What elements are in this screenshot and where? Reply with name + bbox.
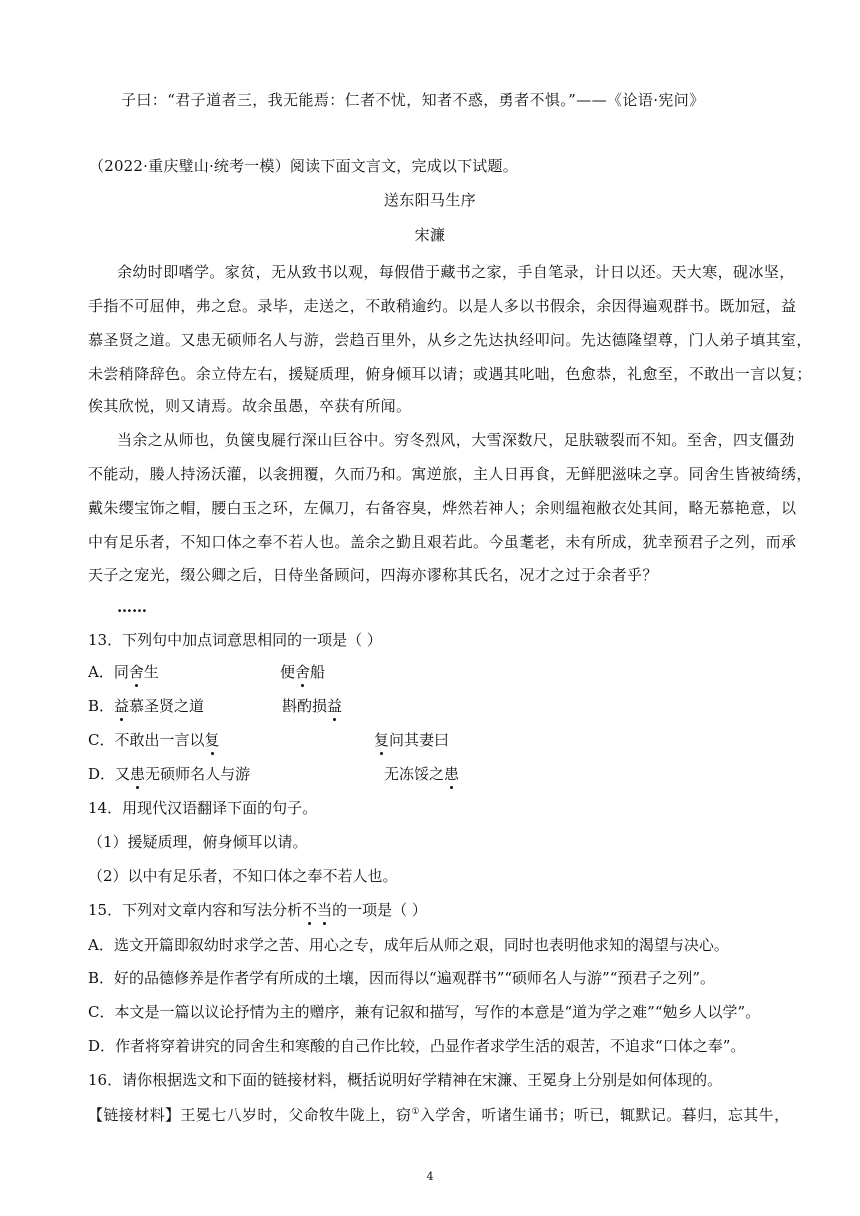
footnote-marker: ①: [411, 1107, 420, 1117]
q14-sentence-2: （2）以中有足乐者，不知口体之奉不若人也。: [88, 867, 398, 885]
passage-title: 送东阳马生序: [383, 191, 477, 209]
passage-line: 未尝稍降辞色。余立侍左右，援疑质理，俯身倾耳以请；或遇其叱咄，色愈恭，礼愈至，不敢出一言以复；: [88, 365, 812, 383]
q13-option-c: C．不敢出一言以复: [88, 731, 220, 749]
passage-line: 手指不可屈伸，弗之怠。录毕，走送之，不敢稍逾约。以是人多以书假余，余因得遍观群书。既加冠，益: [88, 297, 797, 315]
q13-option-b-right: 斟酌损益: [282, 697, 343, 715]
q15-option-d: D．作者将穿着讲究的同舍生和寒酸的自己作比较，凸显作者求学生活的艰苦，不追求“口体之奉”。: [88, 1037, 746, 1055]
passage-line: 戴朱缨宝饰之帽，腰白玉之环，左佩刀，右备容臭，烨然若神人；余则缊袍敝衣处其间，略无慕艳意，以: [88, 499, 797, 517]
q13-option-d: D．又患无硕师名人与游: [88, 765, 251, 783]
passage-line: 慕圣贤之道。又患无硕师名人与游，尝趋百里外，从乡之先达执经叩问。先达德隆望尊，门人弟子填其室，: [88, 331, 812, 349]
q14-stem: 14．用现代汉语翻译下面的句子。: [88, 799, 318, 817]
q15-option-a: A．选文开篇即叙幼时求学之苦、用心之专，成年后从师之艰，同时也表明他求知的渴望与决心。: [88, 936, 729, 954]
page-number: 4: [426, 1170, 434, 1183]
q13-stem: 13．下列句中加点词意思相同的一项是（ ）: [88, 631, 382, 649]
passage-line: 余幼时即嗜学。家贫，无从致书以观，每假借于藏书之家，手自笔录，计日以还。天大寒，砚冰坚，: [117, 263, 795, 281]
passage-line: 天子之宠光，缀公卿之后，日侍坐备顾问，四海亦谬称其氏名，况才之过于余者乎？: [88, 566, 658, 584]
passage-line: 俟其欣悦，则又请焉。故余虽愚，卒获有所闻。: [88, 397, 412, 415]
question-intro: （2022·重庆璧山·统考一模）阅读下面文言文，完成以下试题。: [89, 157, 518, 175]
q13-option-a-right: 便舍船: [280, 663, 326, 681]
q13-option-c-right: 复问其妻曰: [374, 731, 450, 749]
passage-line: 中有足乐者，不知口体之奉不若人也。盖余之勤且艰若此。今虽耄老，未有所成，犹幸预君子之列，而承: [88, 533, 797, 551]
q13-option-b: B．益慕圣贤之道: [88, 697, 205, 715]
q16-stem: 16．请你根据选文和下面的链接材料，概括说明好学精神在宋濂、王冕身上分别是如何体现的。: [88, 1071, 723, 1089]
q13-option-a: A．同舍生: [88, 663, 159, 681]
q13-option-d-right: 无冻馁之患: [384, 765, 460, 783]
q15-stem: 15．下列对文章内容和写法分析不当的一项是（ ）: [88, 901, 427, 919]
passage-ellipsis: ……: [117, 598, 147, 616]
q15-option-b: B．好的品德修养是作者学有所成的土壤，因而得以“遍观群书”“硕师名人与游”“预君子之列”。: [88, 969, 716, 987]
q15-option-c: C．本文是一篇以议论抒情为主的赠序，兼有记叙和描写，写作的本意是“道为学之难”“勉乡人以学”。: [88, 1003, 761, 1021]
passage-line: 不能动，媵人持汤沃灌，以衾拥覆，久而乃和。寓逆旅，主人日再食，无鲜肥滋味之享。同舍生皆被绮绣，: [88, 465, 812, 483]
q16-link-material: 【链接材料】王冕七八岁时，父命牧牛陇上，窃①入学舍，听诸生诵书；听已，辄默记。暮归，忘其牛，: [88, 1106, 790, 1124]
passage-author: 宋濂: [414, 226, 446, 244]
passage-line: 当余之从师也，负箧曳屣行深山巨谷中。穷冬烈风，大雪深数尺，足肤皲裂而不知。至舍，四支僵劲: [117, 431, 795, 449]
q14-sentence-1: （1）援疑质理，俯身倾耳以请。: [88, 833, 308, 851]
quote-line: 子曰：“君子道者三，我无能焉：仁者不忧，知者不惑，勇者不惧。”——《论语·宪问》: [121, 91, 705, 109]
